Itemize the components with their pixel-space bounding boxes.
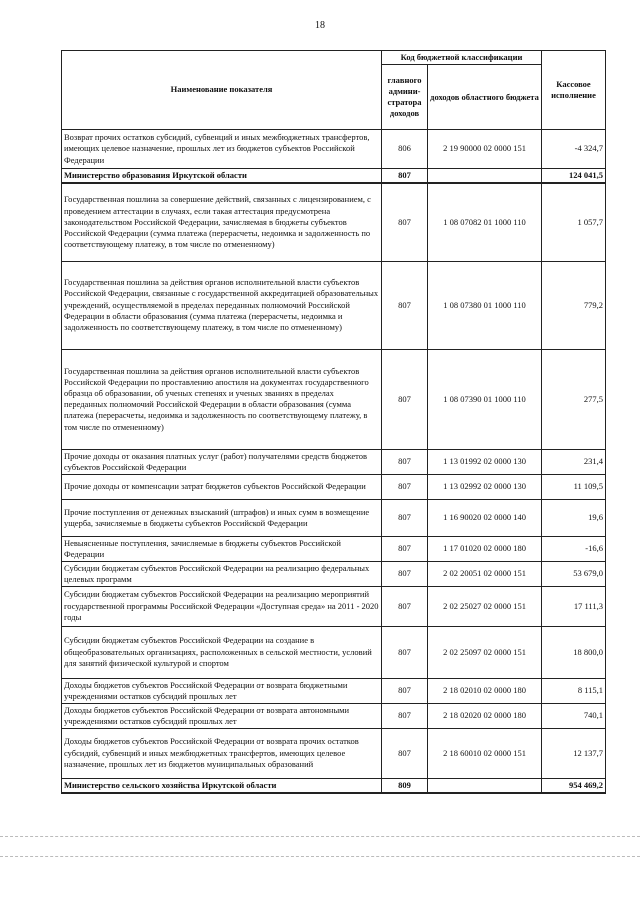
row-revenue-code: 2 02 25097 02 0000 151 [428, 626, 542, 678]
row-amount: -4 324,7 [542, 130, 606, 169]
table-row [62, 728, 606, 778]
scan-artifact-line [0, 856, 640, 858]
row-revenue-code: 1 16 90020 02 0000 140 [428, 499, 542, 536]
row-admin-code: 807 [382, 586, 428, 626]
row-revenue-code: 1 13 01992 02 0000 130 [428, 449, 542, 474]
row-amount: 779,2 [542, 261, 606, 349]
row-name: Прочие поступления от денежных взысканий (штрафов) и иных сумм в возмещение ущерба, зачисляемые в бюджеты субъектов Российской Федерации [62, 499, 382, 536]
row-admin-code: 807 [382, 703, 428, 728]
row-name: Субсидии бюджетам субъектов Российской Федерации на реализацию мероприятий государственной программы Российской Федерации «Доступная среда» на 2011 - 2020 годы [62, 586, 382, 626]
ministry-admin-code: 807 [382, 169, 428, 184]
header-cash-execution: Кассовое исполнение [542, 51, 606, 130]
table-row [62, 449, 606, 474]
table-row [62, 261, 606, 349]
row-revenue-code: 1 08 07380 01 1000 110 [428, 261, 542, 349]
row-amount: 8 115,1 [542, 678, 606, 703]
ministry-name: Министерство образования Иркутской области [62, 169, 382, 184]
row-revenue-code: 2 18 02020 02 0000 180 [428, 703, 542, 728]
row-admin-code: 807 [382, 349, 428, 449]
ministry-total: 124 041,5 [542, 169, 606, 184]
table-row [62, 499, 606, 536]
ministry-revenue-code [428, 778, 542, 793]
row-admin-code: 807 [382, 499, 428, 536]
row-name: Прочие доходы от оказания платных услуг (работ) получателями средств бюджетов субъектов Российской Федерации [62, 449, 382, 474]
table-row [62, 561, 606, 586]
ministry-row [62, 778, 606, 793]
table-row [62, 130, 606, 169]
row-name: Возврат прочих остатков субсидий, субвенций и иных межбюджетных трансфертов, имеющих целевое назначение, прошлых лет из бюджетов субъектов Российской Федерации [62, 130, 382, 169]
row-amount: 19,6 [542, 499, 606, 536]
row-amount: 18 800,0 [542, 626, 606, 678]
table-row [62, 678, 606, 703]
row-amount: 740,1 [542, 703, 606, 728]
row-admin-code: 807 [382, 449, 428, 474]
row-amount: 11 109,5 [542, 474, 606, 499]
budget-revenue-table [61, 50, 606, 794]
header-regional-revenue-code: доходов областного бюджета [428, 65, 542, 130]
row-revenue-code: 2 18 02010 02 0000 180 [428, 678, 542, 703]
page-number: 18 [315, 20, 325, 31]
row-name: Государственная пошлина за действия органов исполнительной власти субъектов Российской Федерации, связанные с государственной аккредитацией образовательных учреждений, осуществляемой в пределах переданных полномочий Российской Федерации в области образования (сумма платежа (перерасчеты, недоимка и задолженность по соответствующему платежу, в том числе по отмененному) [62, 261, 382, 349]
row-name: Прочие доходы от компенсации затрат бюджетов субъектов Российской Федерации [62, 474, 382, 499]
row-name: Субсидии бюджетам субъектов Российской Федерации на реализацию федеральных целевых программ [62, 561, 382, 586]
header-chief-administrator: главного админи-стратора доходов [382, 65, 428, 130]
table-row [62, 474, 606, 499]
row-revenue-code: 2 02 20051 02 0000 151 [428, 561, 542, 586]
table-row [62, 349, 606, 449]
table-row [62, 183, 606, 261]
row-amount: 1 057,7 [542, 183, 606, 261]
row-name: Доходы бюджетов субъектов Российской Федерации от возврата прочих остатков субсидий, субвенций и иных межбюджетных трансфертов, имеющих целевое назначение, прошлых лет из бюджетов муниципальных образований [62, 728, 382, 778]
ministry-name: Министерство сельского хозяйства Иркутской области [62, 778, 382, 793]
table-row [62, 536, 606, 561]
row-amount: 231,4 [542, 449, 606, 474]
header-indicator-name: Наименование показателя [62, 51, 382, 130]
row-admin-code: 807 [382, 183, 428, 261]
row-revenue-code: 1 17 01020 02 0000 180 [428, 536, 542, 561]
row-revenue-code: 2 02 25027 02 0000 151 [428, 586, 542, 626]
ministry-admin-code: 809 [382, 778, 428, 793]
row-revenue-code: 1 13 02992 02 0000 130 [428, 474, 542, 499]
row-revenue-code: 1 08 07082 01 1000 110 [428, 183, 542, 261]
row-revenue-code: 1 08 07390 01 1000 110 [428, 349, 542, 449]
ministry-total: 954 469,2 [542, 778, 606, 793]
row-name: Доходы бюджетов субъектов Российской Федерации от возврата бюджетными учреждениями остатков субсидий прошлых лет [62, 678, 382, 703]
row-admin-code: 807 [382, 261, 428, 349]
ministry-row [62, 169, 606, 184]
row-revenue-code: 2 18 60010 02 0000 151 [428, 728, 542, 778]
row-name: Субсидии бюджетам субъектов Российской Федерации на создание в общеобразовательных организациях, расположенных в сельской местности, условий для занятий физической культурой и спортом [62, 626, 382, 678]
row-amount: 53 679,0 [542, 561, 606, 586]
scan-artifact-line [0, 836, 640, 838]
ministry-revenue-code [428, 169, 542, 184]
row-amount: 17 111,3 [542, 586, 606, 626]
row-amount: 277,5 [542, 349, 606, 449]
row-admin-code: 807 [382, 626, 428, 678]
table-row [62, 626, 606, 678]
row-name: Государственная пошлина за действия органов исполнительной власти субъектов Российской Федерации по проставлению апостиля на документах государственного образца об образовании, об ученых степенях и ученых званиях в пределах переданных полномочий Российской Федерации в области образования (сумма платежа (перерасчеты, недоимка и задолженность по соответствующему платежу, в том числе по отмененному) [62, 349, 382, 449]
header-budget-classification-code: Код бюджетной классификации [382, 51, 542, 65]
row-revenue-code: 2 19 90000 02 0000 151 [428, 130, 542, 169]
row-name: Доходы бюджетов субъектов Российской Федерации от возврата автономными учреждениями остатков субсидий прошлых лет [62, 703, 382, 728]
row-admin-code: 806 [382, 130, 428, 169]
row-admin-code: 807 [382, 678, 428, 703]
row-admin-code: 807 [382, 536, 428, 561]
row-admin-code: 807 [382, 561, 428, 586]
row-name: Невыясненные поступления, зачисляемые в бюджеты субъектов Российской Федерации [62, 536, 382, 561]
row-admin-code: 807 [382, 728, 428, 778]
row-amount: -16,6 [542, 536, 606, 561]
table-row [62, 703, 606, 728]
row-amount: 12 137,7 [542, 728, 606, 778]
row-admin-code: 807 [382, 474, 428, 499]
table-row [62, 586, 606, 626]
row-name: Государственная пошлина за совершение действий, связанных с лицензированием, с проведением аттестации в случаях, если такая аттестация предусмотрена законодательством Российской Федерации, зачисляемая в бюджеты субъектов Российской Федерации (сумма платежа (перерасчеты, недоимка и задолженность по соответствующему платежу, в том числе по отмененному) [62, 183, 382, 261]
